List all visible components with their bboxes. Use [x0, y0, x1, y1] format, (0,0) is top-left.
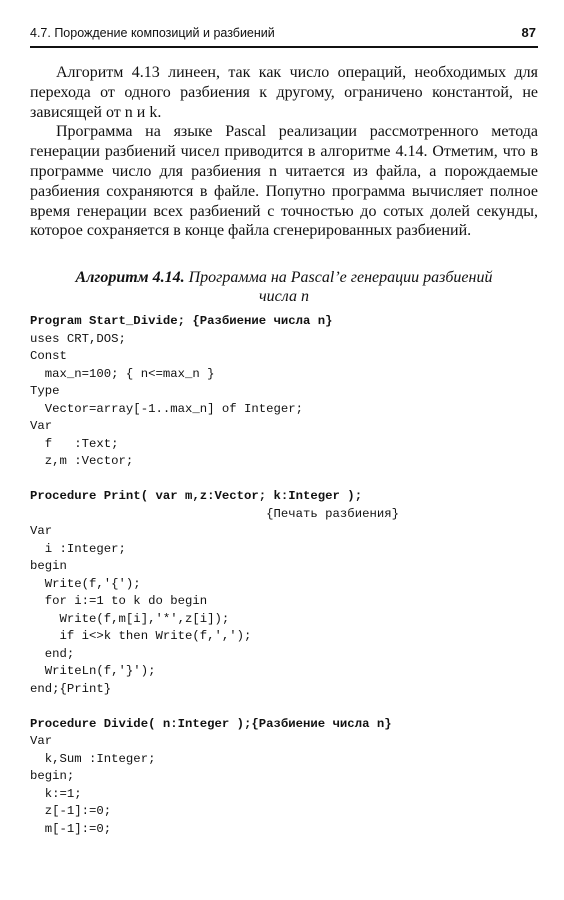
caption-line-2: числа n — [259, 288, 309, 305]
code-line: max_n=100; { n<=max_n } — [30, 366, 215, 381]
code-line: uses CRT,DOS; — [30, 331, 126, 346]
code-line: for i:=1 to k do begin — [30, 594, 208, 608]
paragraph-1: Алгоритм 4.13 линеен, так как число операций, необходимых для перехода от одного разбиения к другому, ограничено константой, не зависящей от n и k. — [30, 64, 538, 121]
code-line: Var — [30, 524, 53, 538]
code-line — [30, 471, 540, 489]
code-line: Procedure Divide( n:Integer );{Разбиение числа n} — [30, 716, 392, 731]
body-text — [30, 63, 538, 241]
caption-title: Программа на Pascal’е генерации разбиений — [188, 269, 493, 286]
code-line: end;{Print} — [30, 681, 112, 696]
code-line: Type — [30, 384, 60, 398]
code-line: {Печать разбиения} — [30, 506, 399, 521]
code-line: if i<>k then Write(f,','); — [30, 629, 252, 643]
caption-line-1 — [30, 268, 538, 287]
code-line: Write(f,m[i],'*',z[i]); — [30, 611, 230, 626]
code-listing — [30, 313, 540, 838]
code-line: Write(f,'{'); — [30, 576, 141, 591]
caption-label: Алгоритм 4.14. — [75, 269, 185, 286]
chapter-title: 4.7. Порождение композиций и разбиений — [30, 26, 275, 40]
code-line: m[-1]:=0; — [30, 821, 112, 836]
page-number: 87 — [521, 25, 536, 40]
code-line: begin — [30, 559, 67, 573]
code-line — [30, 698, 540, 716]
code-line: end; — [30, 646, 75, 661]
code-line: begin; — [30, 769, 75, 783]
code-line: Vector=array[-1..max_n] of Integer; — [30, 401, 304, 416]
code-line: Var — [30, 419, 53, 433]
code-line: z,m :Vector; — [30, 454, 134, 468]
algorithm-caption — [30, 268, 538, 306]
code-line: Procedure Print( var m,z:Vector; k:Integer ); — [30, 489, 363, 503]
code-line: i :Integer; — [30, 541, 126, 556]
code-line: k:=1; — [30, 786, 82, 801]
code-line: WriteLn(f,'}'); — [30, 664, 156, 678]
code-line: k,Sum :Integer; — [30, 751, 156, 766]
code-line: Const — [30, 349, 67, 363]
code-line: Var — [30, 734, 53, 748]
paragraph-2: Программа на языке Pascal реализации рассмотренного метода генерации разбиений чисел приводится в алгоритме 4.14. Отметим, что в программе число для разбиения n читается из файла, а порождаемые разбиения сохраняются в файле. Попутно программа вычисляет полное время генерации всех разбиений с точностью до сотых долей секунды, которое сохраняется в конце файла сгенерированных разбиений. — [30, 123, 538, 240]
running-header — [30, 24, 538, 48]
code-line: z[-1]:=0; — [30, 804, 112, 818]
code-line: f :Text; — [30, 436, 119, 451]
code-line: Program Start_Divide; {Разбиение числа n} — [30, 314, 333, 328]
